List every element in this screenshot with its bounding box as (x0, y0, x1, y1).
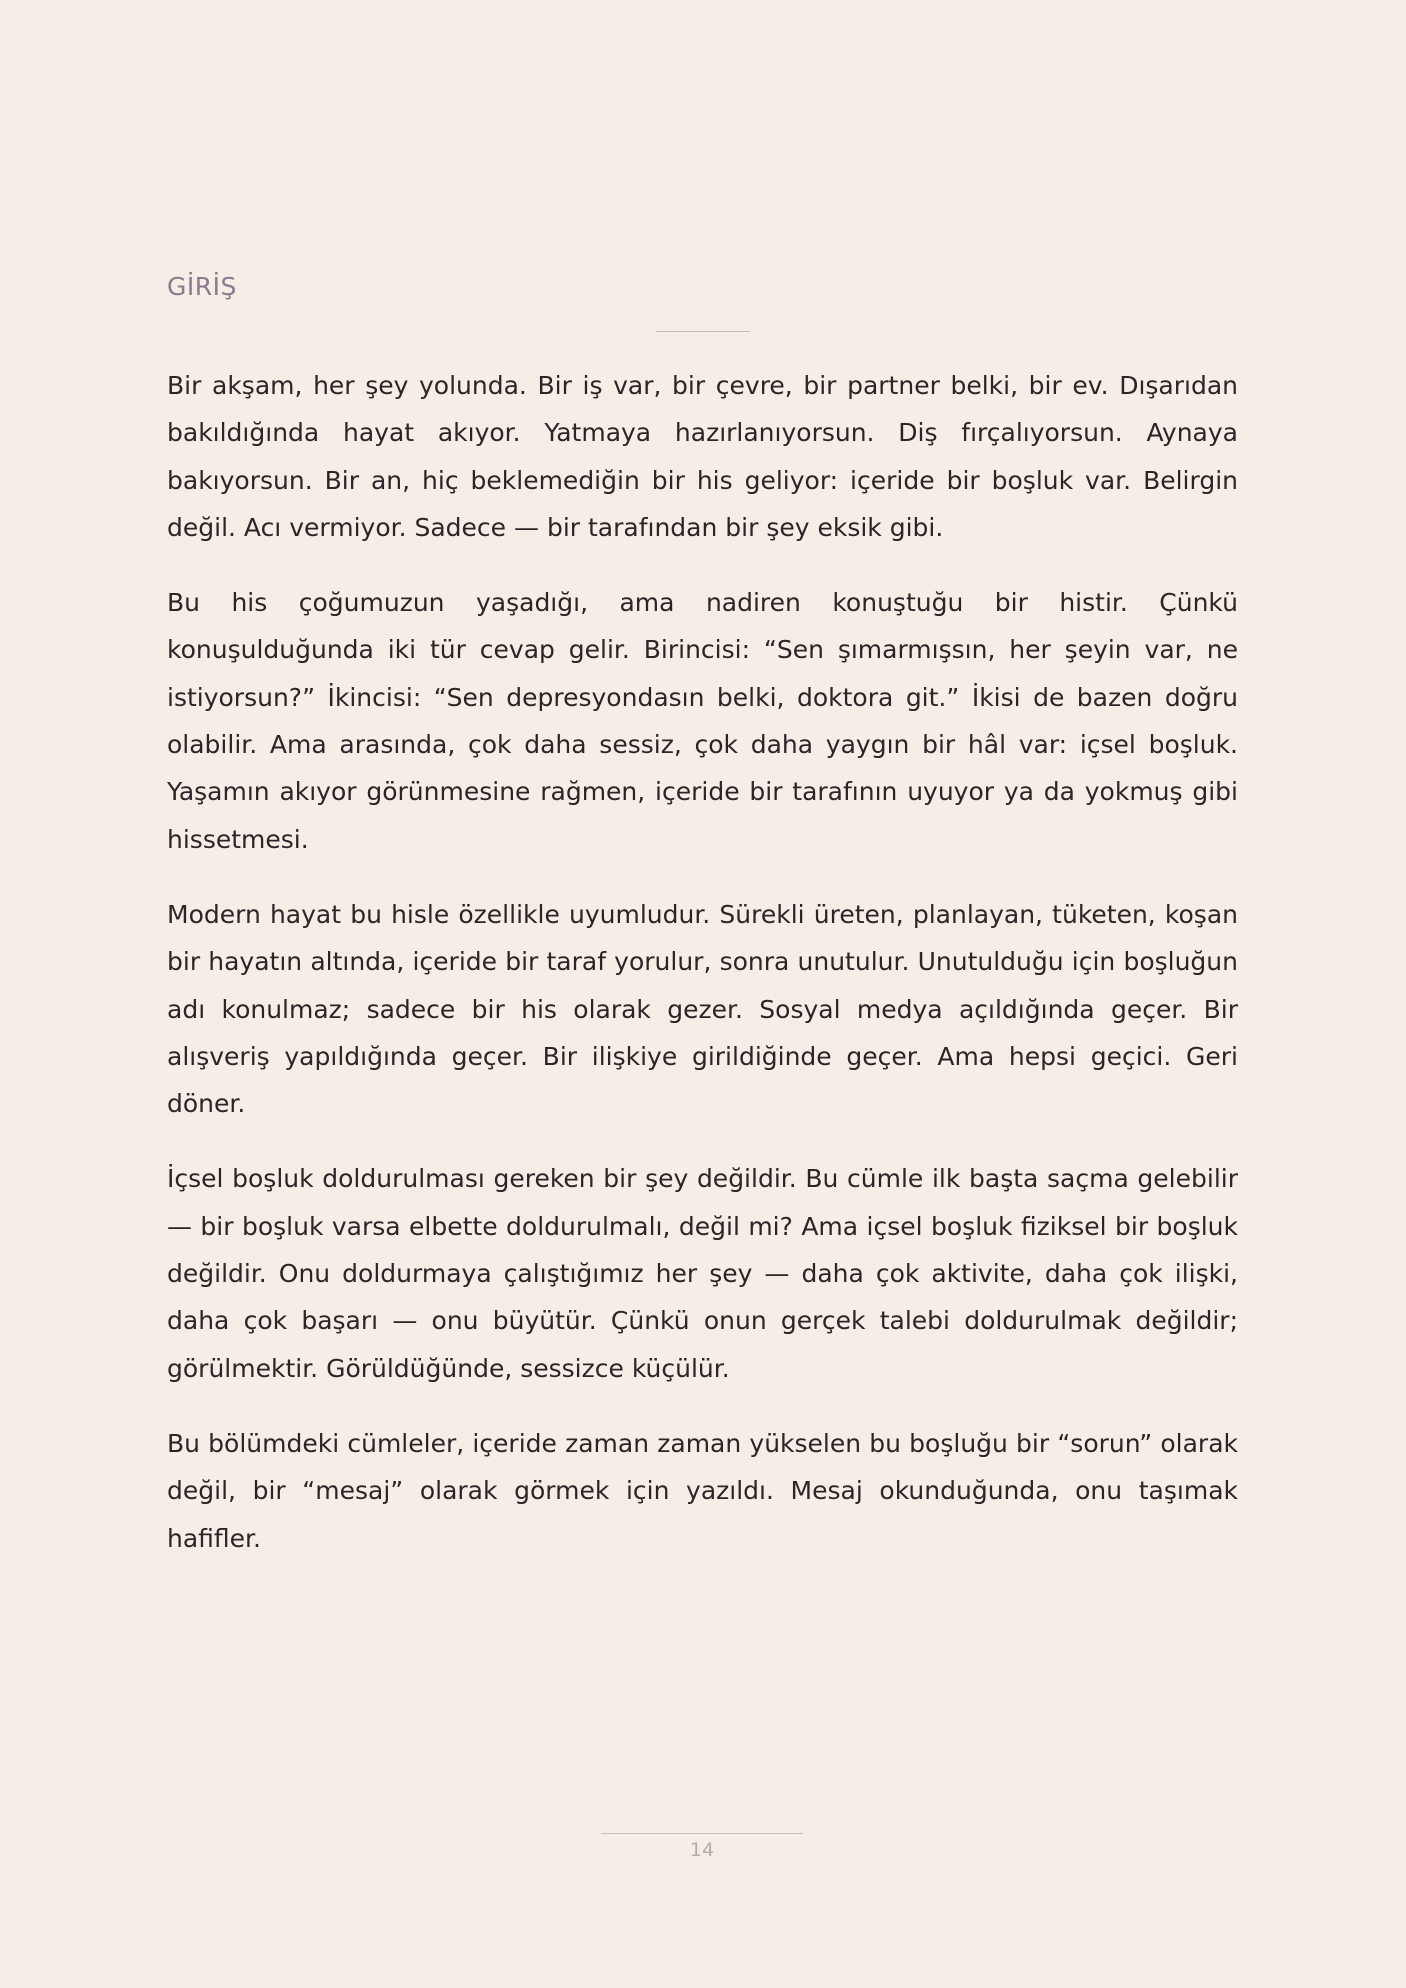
paragraph-4: İçsel boşluk doldurulması gereken bir şey değildir. Bu cümle ilk başta saçma gelebilir — bir boşluk varsa elbette doldurulmalı, değil mi? Ama içsel boşluk fiziksel bir boşluk değildir. Onu doldurmaya çalıştığımız her şey — daha çok aktivite, daha çok ilişki, daha çok başarı — onu büyütür. Çünkü onun gerçek talebi doldurulmak değildir; görülmektir. Görüldüğünde, sessizce küçülür. (167, 1164, 1238, 1383)
page-number: 14 (689, 1839, 715, 1861)
title-divider (656, 331, 750, 332)
paragraph-5: Bu bölümdeki cümleler, içeride zaman zaman yükselen bu boşluğu bir “sorun” olarak değil, bir “mesaj” olarak görmek için yazıldı. Mesaj okunduğunda, onu taşımak hafifler. (167, 1428, 1238, 1553)
paragraph-2: Bu his çoğumuzun yaşadığı, ama nadiren konuştuğu bir histir. Çünkü konuşulduğunda iki tür cevap gelir. Birincisi: “Sen şımarmışsın, her şeyin var, ne istiyorsun?” İkincisi: “Sen depresyondasın belki, doktora git.” İkisi de bazen doğru olabilir. Ama arasında, çok daha sessiz, çok daha yaygın bir hâl var: içsel boşluk. Yaşamın akıyor görünmesine rağmen, içeride bir tarafının uyuyor ya da yokmuş gibi hissetmesi. (167, 588, 1238, 854)
paragraph-3: Modern hayat bu hisle özellikle uyumludur. Sürekli üreten, planlayan, tüketen, koşan bir hayatın altında, içeride bir taraf yorulur, sonra unutulur. Unutulduğu için boşluğun adı konulmaz; sadece bir his olarak gezer. Sosyal medya açıldığında geçer. Bir alışveriş yapıldığında geçer. Bir ilişkiye girildiğinde geçer. Ama hepsi geçici. Geri döner. (167, 899, 1238, 1119)
paragraph-1: Bir akşam, her şey yolunda. Bir iş var, bir çevre, bir partner belki, bir ev. Dışarıdan bakıldığında hayat akıyor. Yatmaya hazırlanıyorsun. Diş fırçalıyorsun. Aynaya bakıyorsun. Bir an, hiç beklemediğin bir his geliyor: içeride bir boşluk var. Belirgin değil. Acı vermiyor. Sadece — bir tarafından bir şey eksik gibi. (167, 371, 1238, 542)
footer-divider (601, 1833, 803, 1834)
body-text (167, 362, 1238, 1590)
section-label: GİRİŞ (167, 272, 237, 301)
